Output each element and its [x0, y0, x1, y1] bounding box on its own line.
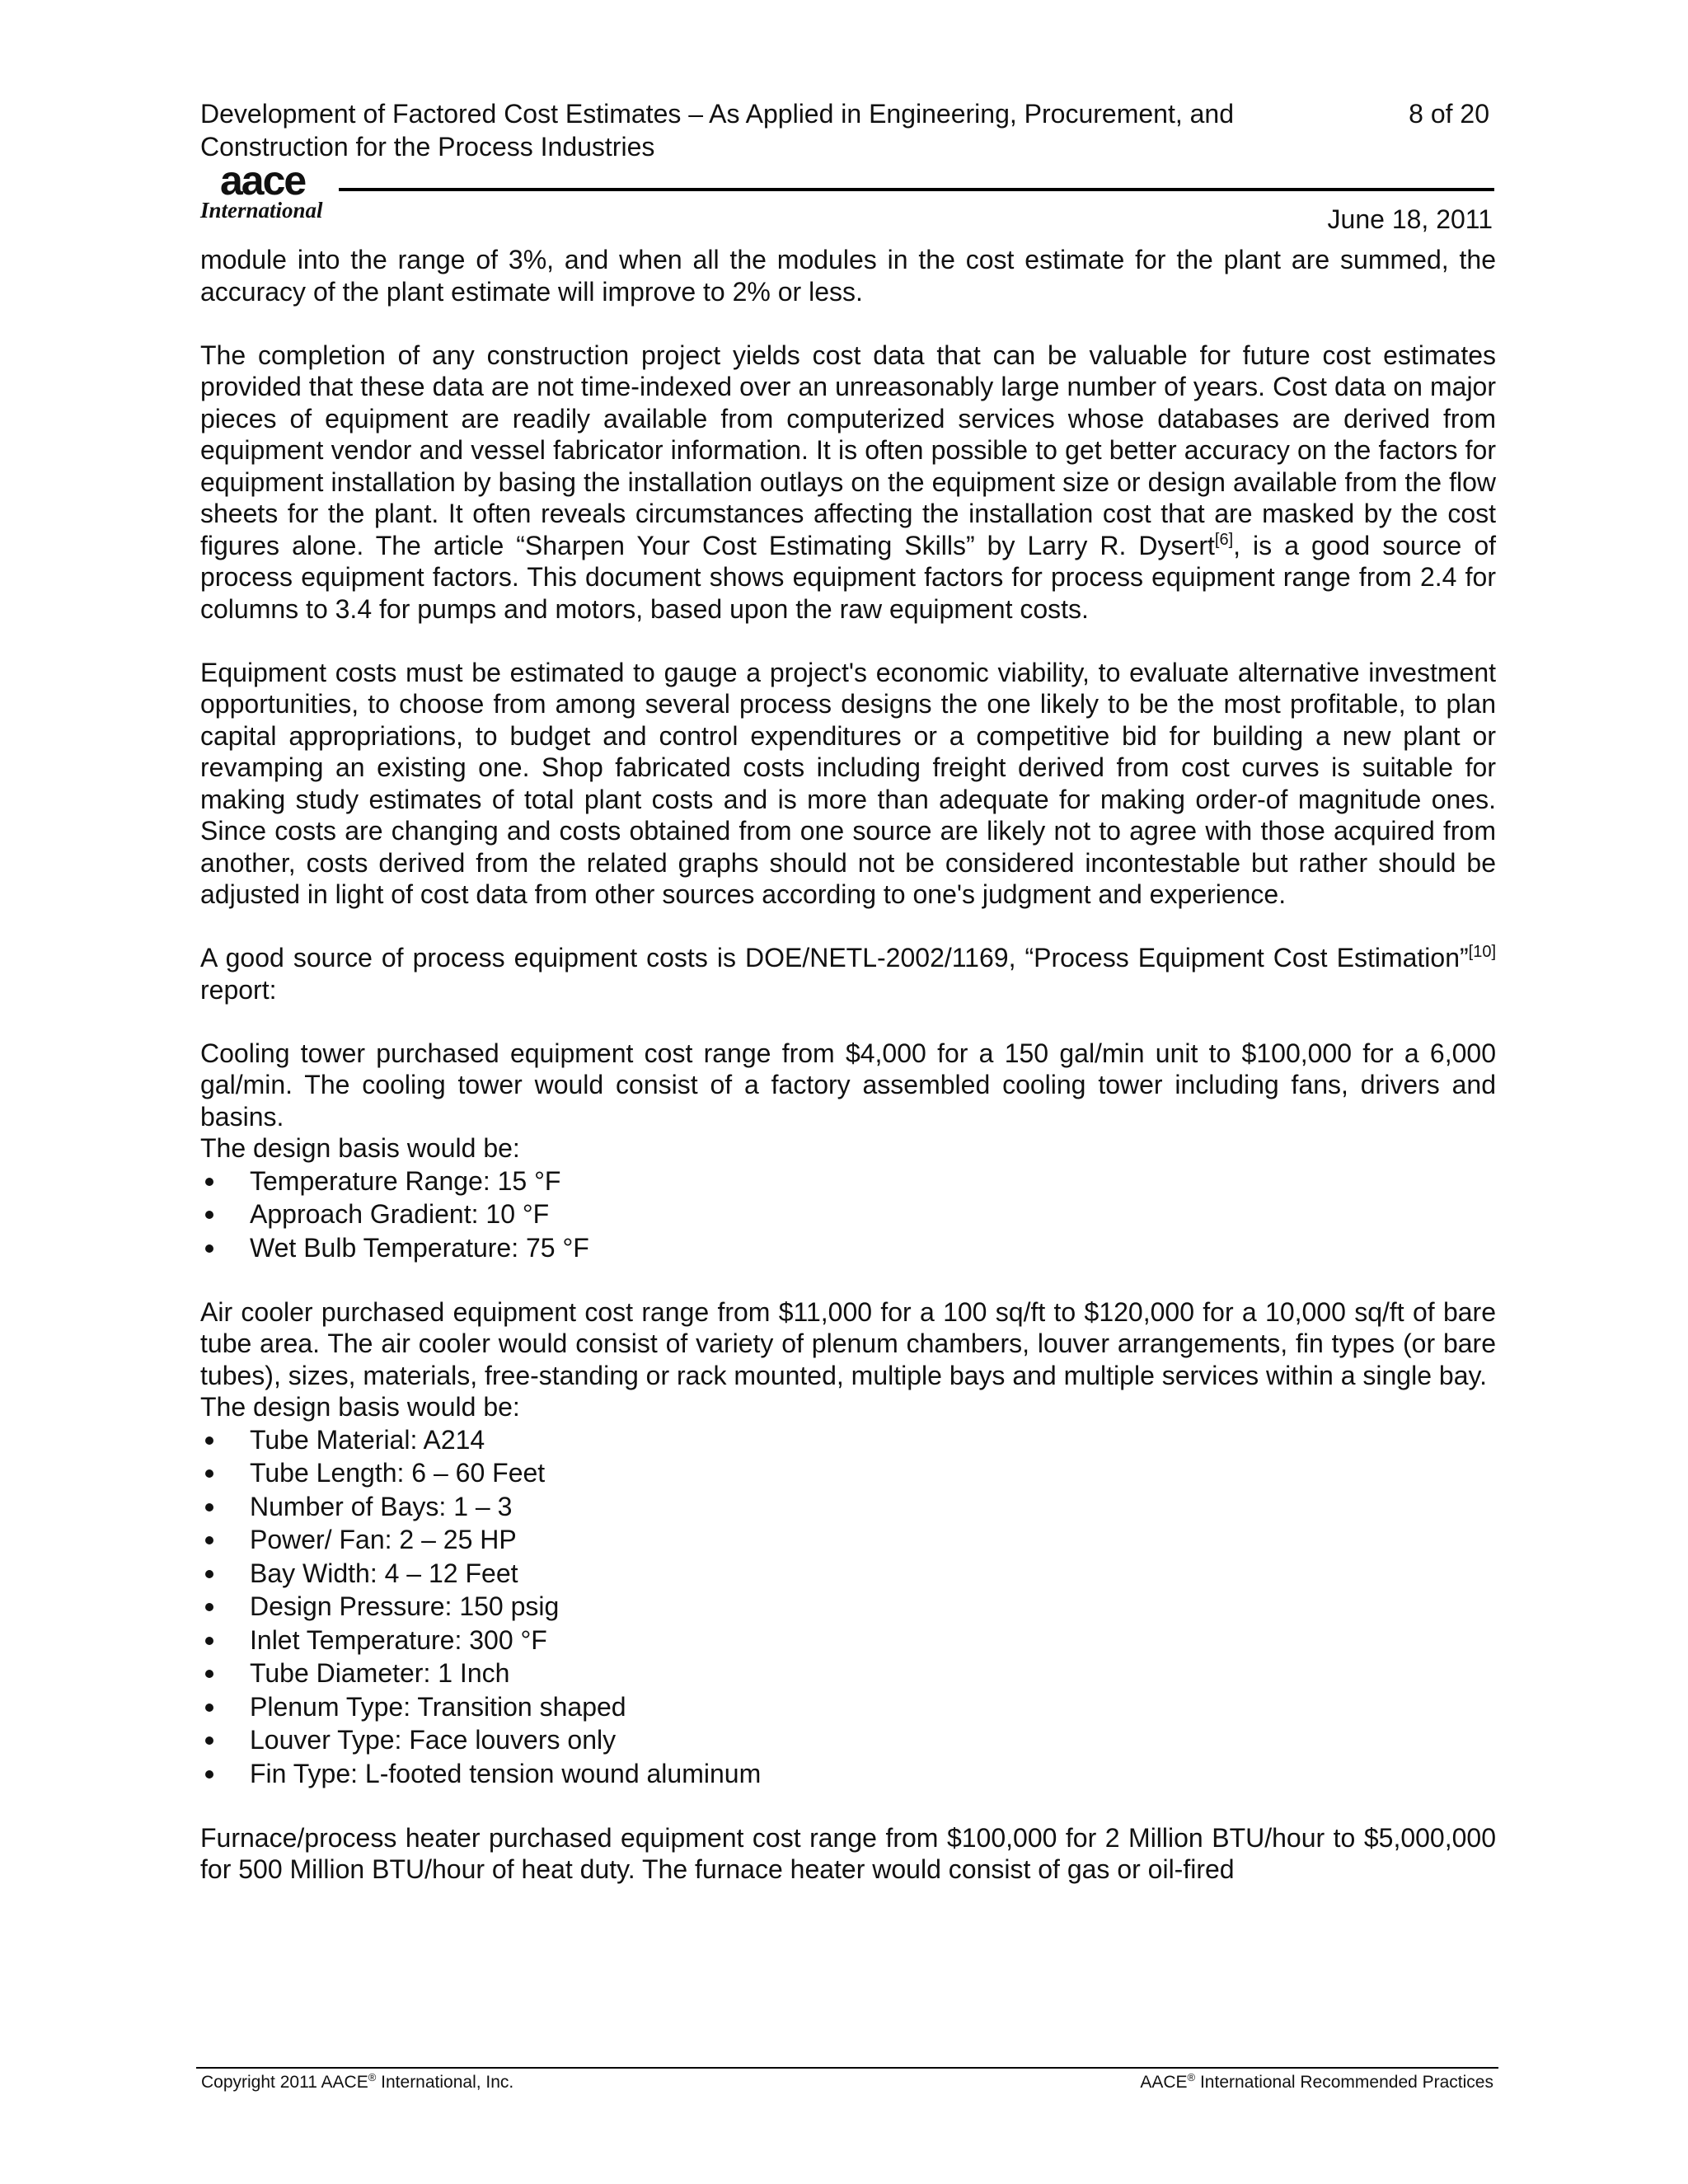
paragraph-air-cooler: Air cooler purchased equipment cost range from $11,000 for a 100 sq/ft to $120,000 for a 10,000 sq/ft of bare tube area. The air cooler would consist of variety of plenum chambers, louver arrangements, fin types (or bare tubes), sizes, materials, free-standing or rack mounted, multiple bays and multiple services within a single bay.: [200, 1296, 1496, 1390]
bullet-icon: [205, 1503, 213, 1511]
paragraph-doe-source-text-a: A good source of process equipment costs is DOE/NETL-2002/1169, “Process Equipment Cost Estimation”: [200, 943, 1469, 972]
bullet-icon: [205, 1704, 213, 1712]
paragraph-cost-data-text-a: The completion of any construction project yields cost data that can be valuable for future cost estimates provided that these data are not time-indexed over an unreasonably large number of years. Cost data on major pieces of equipment are readily available from computerized services whose databases are derived from equipment vendor and vessel fabricator information. It is often possible to get better accuracy on the factors for equipment installation by basing the installation outlays on the equipment size or design available from the flow sheets for the plant. It often reveals circumstances affecting the installation cost that are masked by the cost figures alone. The article “Sharpen Your Cost Estimating Skills” by Larry R. Dysert: [200, 340, 1496, 560]
list-item: Tube Material: A214: [200, 1423, 1496, 1457]
page-header: [200, 97, 1496, 237]
document-title: Development of Factored Cost Estimates – As Applied in Engineering, Procurement, and Construction for the Process Industries: [200, 99, 1235, 162]
paragraph-doe-source: [200, 942, 1496, 1005]
logo-wordmark: aace: [220, 157, 306, 204]
list-item: Inlet Temperature: 300 °F: [200, 1624, 1496, 1657]
bullet-icon: [205, 1536, 213, 1544]
paragraph-accuracy: module into the range of 3%, and when all the modules in the cost estimate for the plant are summed, the accuracy of the plant estimate will improve to 2% or less.: [200, 245, 1496, 307]
list-item: Wet Bulb Temperature: 75 °F: [200, 1231, 1496, 1265]
bullet-icon: [205, 1244, 213, 1253]
bullet-icon: [205, 1736, 213, 1745]
reference-6: [6]: [1214, 530, 1234, 549]
list-item: Number of Bays: 1 – 3: [200, 1490, 1496, 1524]
logo-subtitle: International: [200, 198, 323, 223]
bullet-icon: [205, 1670, 213, 1678]
list-item: Bay Width: 4 – 12 Feet: [200, 1557, 1496, 1591]
list-item: Power/ Fan: 2 – 25 HP: [200, 1523, 1496, 1557]
list-item: Approach Gradient: 10 °F: [200, 1197, 1496, 1231]
paragraph-cooling-tower: Cooling tower purchased equipment cost range from $4,000 for a 150 gal/min unit to $100,000 for a 6,000 gal/min. The cooling tower would consist of a factory assembled cooling tower including fans, drivers and basins.: [200, 1038, 1496, 1132]
paragraph-furnace: Furnace/process heater purchased equipment cost range from $100,000 for 2 Million BTU/hour to $5,000,000 for 500 Million BTU/hour of heat duty. The furnace heater would consist of gas or oil-fired: [200, 1822, 1496, 1884]
list-item: Temperature Range: 15 °F: [200, 1165, 1496, 1198]
list-item: Tube Length: 6 – 60 Feet: [200, 1456, 1496, 1490]
bullet-icon: [205, 1211, 213, 1219]
paragraph-cost-data-text-b: , is a good source of process equipment factors. This document shows equipment factors for process equipment range from 2.4 for columns to 3.4 for pumps and motors, based upon the raw equipment costs.: [200, 530, 1497, 624]
design-basis-label-air-cooler: The design basis would be:: [200, 1392, 520, 1422]
page-number: 8 of 20: [1409, 99, 1489, 129]
footer-series-title: AACE® International Recommended Practices: [1140, 2071, 1493, 2092]
paragraph-doe-source-text-b: report:: [200, 974, 277, 1005]
bullet-icon: [205, 1603, 213, 1611]
bullet-icon: [205, 1469, 213, 1478]
registered-mark: ®: [1187, 2071, 1196, 2083]
registered-mark: ®: [368, 2071, 377, 2083]
bullet-icon: [205, 1637, 213, 1645]
air-cooler-design-list: [200, 1423, 1496, 1791]
list-item: Design Pressure: 150 psig: [200, 1590, 1496, 1624]
bullet-icon: [205, 1570, 213, 1578]
paragraph-equipment-costs: Equipment costs must be estimated to gauge a project's economic viability, to evaluate alternative investment opportunities, to choose from among several process designs the one likely to be the most profitable, to plan capital appropriations, to budget and control expenditures or a competitive bid for building a new plant or revamping an existing one. Shop fabricated costs including freight derived from cost curves is suitable for making study estimates of total plant costs and is more than adequate for making order-of magnitude ones. Since costs are changing and costs obtained from one source are likely not to agree with those acquired from another, costs derived from the related graphs should not be considered incontestable but rather should be adjusted in light of cost data from other sources according to one's judgment and experience.: [200, 657, 1496, 909]
list-item: Plenum Type: Transition shaped: [200, 1690, 1496, 1724]
list-item: Louver Type: Face louvers only: [200, 1723, 1496, 1757]
page-body: [200, 244, 1496, 1917]
document-date: June 18, 2011: [1327, 204, 1493, 234]
page-footer: [196, 2067, 1498, 2092]
paragraph-cost-data: [200, 340, 1496, 626]
cooling-tower-design-list: [200, 1165, 1496, 1265]
list-item: Tube Diameter: 1 Inch: [200, 1657, 1496, 1690]
bullet-icon: [205, 1770, 213, 1779]
copyright-notice: Copyright 2011 AACE® International, Inc.: [201, 2071, 514, 2092]
header-divider: [339, 188, 1494, 191]
reference-10: [10]: [1468, 943, 1496, 961]
bullet-icon: [205, 1178, 213, 1186]
aace-logo: [200, 157, 332, 234]
design-basis-label-cooling: The design basis would be:: [200, 1133, 520, 1163]
list-item: Fin Type: L-footed tension wound aluminum: [200, 1757, 1496, 1791]
bullet-icon: [205, 1436, 213, 1445]
